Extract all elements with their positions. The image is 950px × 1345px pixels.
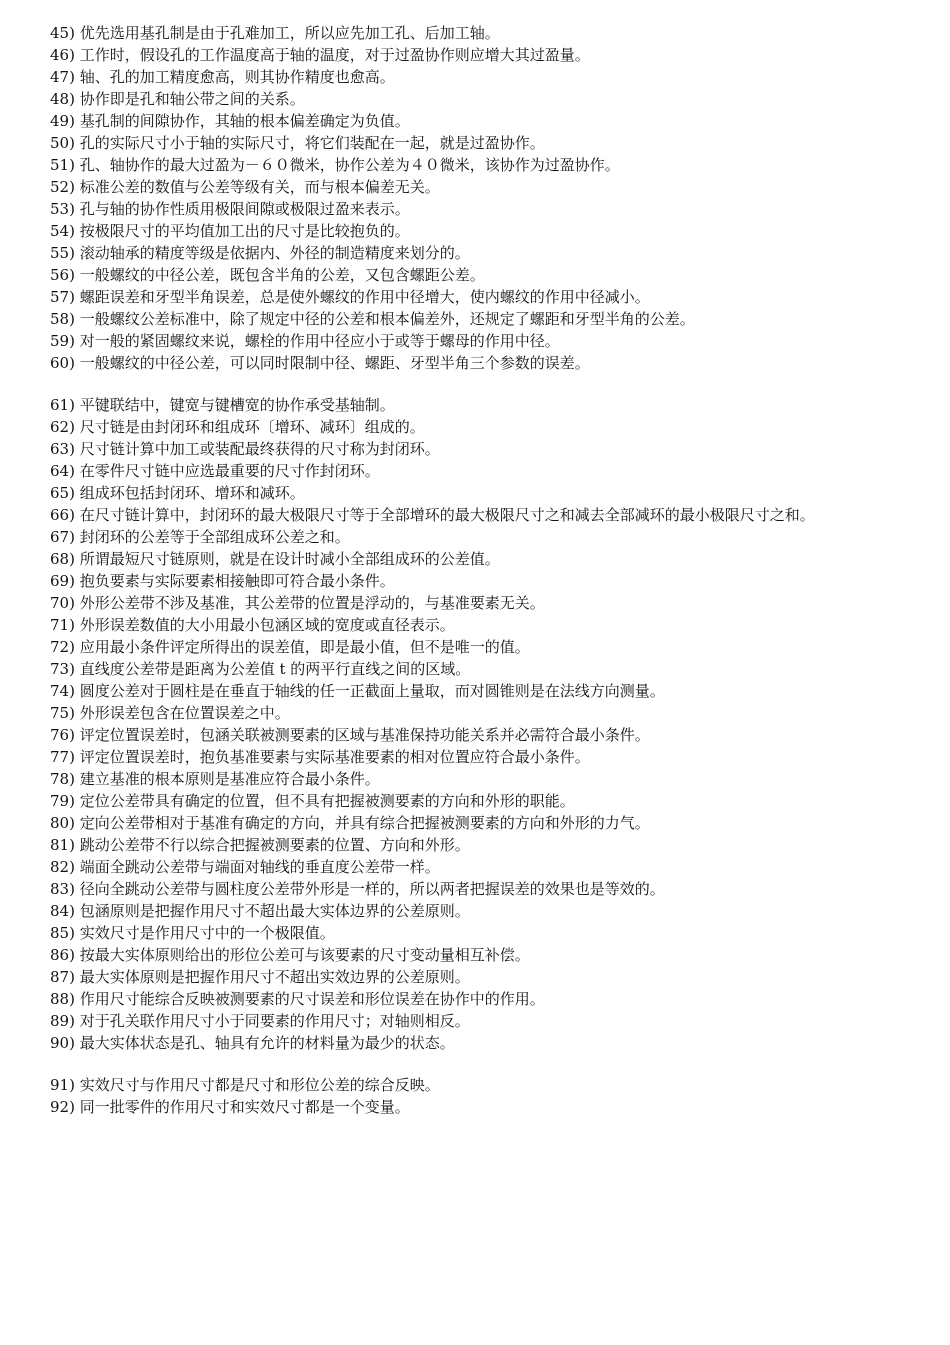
statement-70: 70) 外形公差带不涉及基准，其公差带的位置是浮动的，与基准要素无关。 xyxy=(50,594,545,612)
statement-86: 86) 按最大实体原则给出的形位公差可与该要素的尺寸变动量相互补偿。 xyxy=(50,946,530,964)
statement-63: 63) 尺寸链计算中加工或装配最终获得的尺寸称为封闭环。 xyxy=(50,440,440,458)
statement-64: 64) 在零件尺寸链中应选最重要的尺寸作封闭环。 xyxy=(50,462,380,480)
statement-74: 74) 圆度公差对于圆柱是在垂直于轴线的任一正截面上量取，而对圆锥则是在法线方向测量。 xyxy=(50,682,665,700)
statement-45: 45) 优先选用基孔制是由于孔难加工，所以应先加工孔、后加工轴。 xyxy=(50,24,500,42)
statement-71: 71) 外形误差数值的大小用最小包涵区域的宽度或直径表示。 xyxy=(50,616,455,634)
statement-49: 49) 基孔制的间隙协作，其轴的根本偏差确定为负值。 xyxy=(50,112,410,130)
statement-87: 87) 最大实体原则是把握作用尺寸不超出实效边界的公差原则。 xyxy=(50,968,470,986)
statement-77: 77) 评定位置误差时，抱负基准要素与实际基准要素的相对位置应符合最小条件。 xyxy=(50,748,590,766)
statement-48: 48) 协作即是孔和轴公带之间的关系。 xyxy=(50,90,305,108)
statement-58: 58) 一般螺纹公差标准中，除了规定中径的公差和根本偏差外，还规定了螺距和牙型半角的公差。 xyxy=(50,310,695,328)
statement-52: 52) 标准公差的数值与公差等级有关，而与根本偏差无关。 xyxy=(50,178,440,196)
statement-80: 80) 定向公差带相对于基准有确定的方向，并具有综合把握被测要素的方向和外形的力气。 xyxy=(50,814,650,832)
statement-89: 89) 对于孔关联作用尺寸小于同要素的作用尺寸；对轴则相反。 xyxy=(50,1012,470,1030)
statement-60: 60) 一般螺纹的中径公差，可以同时限制中径、螺距、牙型半角三个参数的误差。 xyxy=(50,354,590,372)
statement-88: 88) 作用尺寸能综合反映被测要素的尺寸误差和形位误差在协作中的作用。 xyxy=(50,990,545,1008)
statement-72: 72) 应用最小条件评定所得出的误差值，即是最小值，但不是唯一的值。 xyxy=(50,638,530,656)
statement-79: 79) 定位公差带具有确定的位置，但不具有把握被测要素的方向和外形的职能。 xyxy=(50,792,575,810)
statement-61: 61) 平键联结中，键宽与键槽宽的协作承受基轴制。 xyxy=(50,396,395,414)
statement-78: 78) 建立基准的根本原则是基准应符合最小条件。 xyxy=(50,770,380,788)
statement-56: 56) 一般螺纹的中径公差，既包含半角的公差，又包含螺距公差。 xyxy=(50,266,485,284)
statement-51: 51) 孔、轴协作的最大过盈为－６０微米，协作公差为４０微米，该协作为过盈协作。 xyxy=(50,156,620,174)
statement-65: 65) 组成环包括封闭环、增环和减环。 xyxy=(50,484,305,502)
section-gap xyxy=(50,374,908,394)
statement-85: 85) 实效尺寸是作用尺寸中的一个极限值。 xyxy=(50,924,335,942)
statement-54: 54) 按极限尺寸的平均值加工出的尺寸是比较抱负的。 xyxy=(50,222,410,240)
statement-82: 82) 端面全跳动公差带与端面对轴线的垂直度公差带一样。 xyxy=(50,858,440,876)
statement-91: 91) 实效尺寸与作用尺寸都是尺寸和形位公差的综合反映。 xyxy=(50,1076,440,1094)
statement-81: 81) 跳动公差带不行以综合把握被测要素的位置、方向和外形。 xyxy=(50,836,470,854)
statement-92: 92) 同一批零件的作用尺寸和实效尺寸都是一个变量。 xyxy=(50,1098,410,1116)
statement-57: 57) 螺距误差和牙型半角误差，总是使外螺纹的作用中径增大，使内螺纹的作用中径减小。 xyxy=(50,288,650,306)
statement-46: 46) 工作时，假设孔的工作温度高于轴的温度，对于过盈协作则应增大其过盈量。 xyxy=(50,46,590,64)
statement-66: 66) 在尺寸链计算中，封闭环的最大极限尺寸等于全部增环的最大极限尺寸之和减去全部减环的最小极限尺寸之和。 xyxy=(50,506,815,524)
statement-list xyxy=(50,22,908,1118)
statement-55: 55) 滚动轴承的精度等级是依据内、外径的制造精度来划分的。 xyxy=(50,244,470,262)
statement-59: 59) 对一般的紧固螺纹来说，螺栓的作用中径应小于或等于螺母的作用中径。 xyxy=(50,332,560,350)
statement-83: 83) 径向全跳动公差带与圆柱度公差带外形是一样的，所以两者把握误差的效果也是等效的。 xyxy=(50,880,665,898)
statement-73: 73) 直线度公差带是距离为公差值 t 的两平行直线之间的区域。 xyxy=(50,660,471,678)
statement-53: 53) 孔与轴的协作性质用极限间隙或极限过盈来表示。 xyxy=(50,200,410,218)
statement-50: 50) 孔的实际尺寸小于轴的实际尺寸，将它们装配在一起，就是过盈协作。 xyxy=(50,134,545,152)
statement-84: 84) 包涵原则是把握作用尺寸不超出最大实体边界的公差原则。 xyxy=(50,902,470,920)
section-gap xyxy=(50,1054,908,1074)
statement-68: 68) 所谓最短尺寸链原则，就是在设计时减小全部组成环的公差值。 xyxy=(50,550,500,568)
statement-69: 69) 抱负要素与实际要素相接触即可符合最小条件。 xyxy=(50,572,395,590)
statement-47: 47) 轴、孔的加工精度愈高，则其协作精度也愈高。 xyxy=(50,68,395,86)
statement-75: 75) 外形误差包含在位置误差之中。 xyxy=(50,704,290,722)
statement-76: 76) 评定位置误差时，包涵关联被测要素的区域与基准保持功能关系并必需符合最小条件。 xyxy=(50,726,650,744)
statement-67: 67) 封闭环的公差等于全部组成环公差之和。 xyxy=(50,528,350,546)
statement-62: 62) 尺寸链是由封闭环和组成环〔增环、减环〕组成的。 xyxy=(50,418,425,436)
statement-90: 90) 最大实体状态是孔、轴具有允许的材料量为最少的状态。 xyxy=(50,1034,455,1052)
